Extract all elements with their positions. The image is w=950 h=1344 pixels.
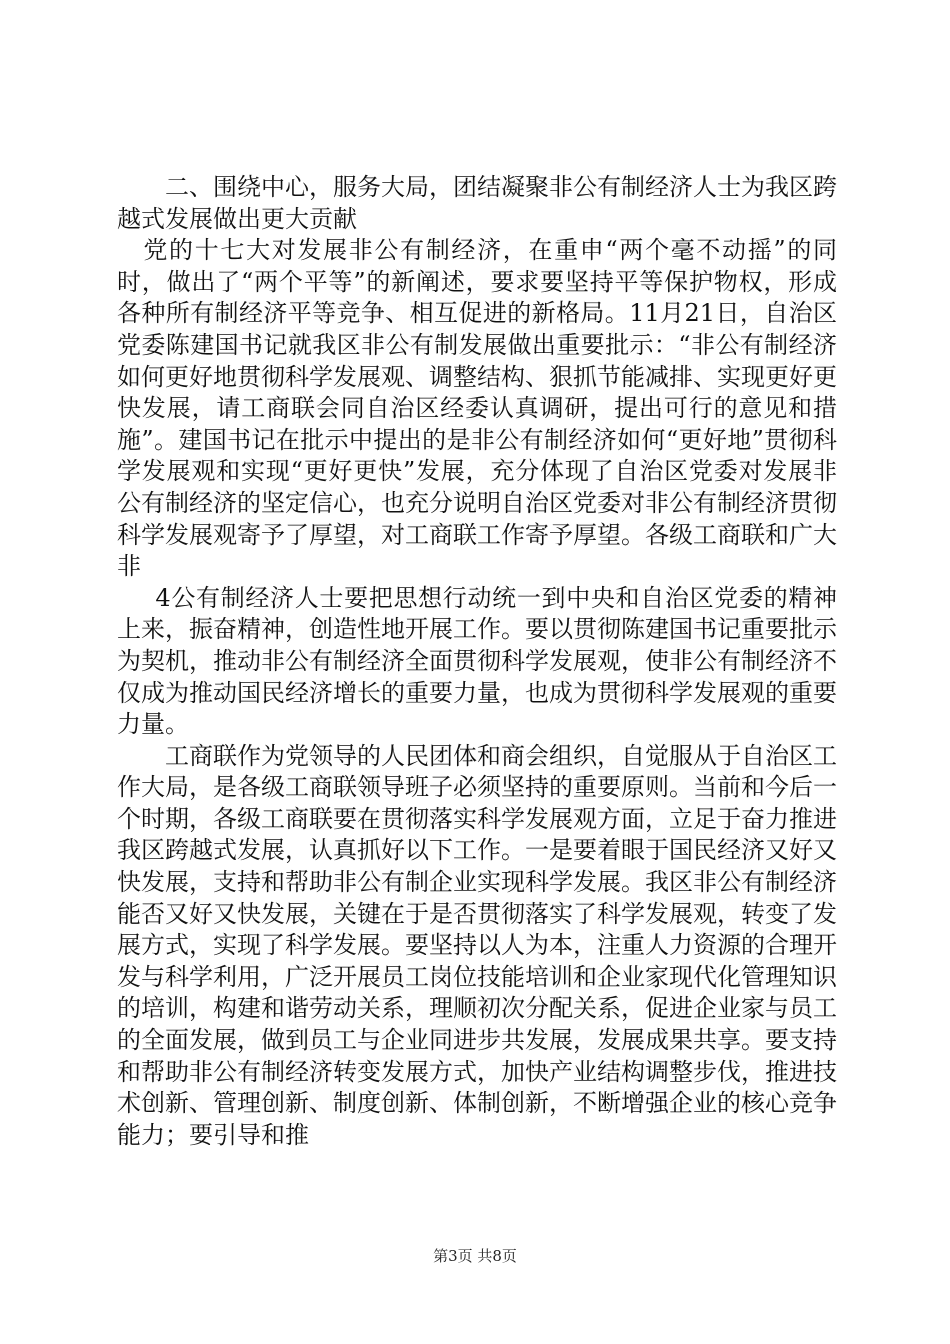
page-number-footer: 第3页 共8页 <box>433 1247 517 1265</box>
document-body <box>117 172 837 1151</box>
section-heading-paragraph: 二、围绕中心，服务大局，团结凝聚非公有制经济人士为我区跨越式发展做出更大贡献 <box>117 173 837 233</box>
body-paragraph: 4公有制经济人士要把思想行动统一到中央和自治区党委的精神上来，振奋精神，创造性地开展工作。要以贯彻陈建国书记重要批示为契机，推动非公有制经济全面贯彻科学发展观，使非公有制经济不仅成为推动国民经济增长的重要力量，也成为贯彻科学发展观的重要力量。 <box>117 583 837 739</box>
body-paragraph: 工商联作为党领导的人民团体和商会组织，自觉服从于自治区工作大局，是各级工商联领导班子必须坚持的重要原则。当前和今后一个时期，各级工商联要在贯彻落实科学发展观方面，立足于奋力推进我区跨越式发展，认真抓好以下工作。一是要着眼于国民经济又好又快发展，支持和帮助非公有制企业实现科学发展。我区非公有制经济能否又好又快发展，关键在于是否贯彻落实了科学发展观，转变了发展方式，实现了科学发展。要坚持以人为本，注重人力资源的合理开发与科学利用，广泛开展员工岗位技能培训和企业家现代化管理知识的培训，构建和谐劳动关系，理顺初次分配关系，促进企业家与员工的全面发展，做到员工与企业同进步共发展，发展成果共享。要支持和帮助非公有制经济转变发展方式，加快产业结构调整步伐，推进技术创新、管理创新、制度创新、体制创新，不断增强企业的核心竞争能力；要引导和推 <box>117 741 837 1149</box>
body-paragraph: 党的十七大对发展非公有制经济，在重申“两个毫不动摇”的同时，做出了“两个平等”的新阐述，要求要坚持平等保护物权，形成各种所有制经济平等竞争、相互促进的新格局。11月21日，自治区党委陈建国书记就我区非公有制发展做出重要批示：“非公有制经济如何更好地贯彻科学发展观、调整结构、狠抓节能减排、实现更好更快发展，请工商联会同自治区经委认真调研，提出可行的意见和措施”。建国书记在批示中提出的是非公有制经济如何“更好地”贯彻科学发展观和实现“更好更快”发展，充分体现了自治区党委对发展非公有制经济的坚定信心，也充分说明自治区党委对非公有制经济贯彻科学发展观寄予了厚望，对工商联工作寄予厚望。各级工商联和广大非 <box>117 236 837 581</box>
